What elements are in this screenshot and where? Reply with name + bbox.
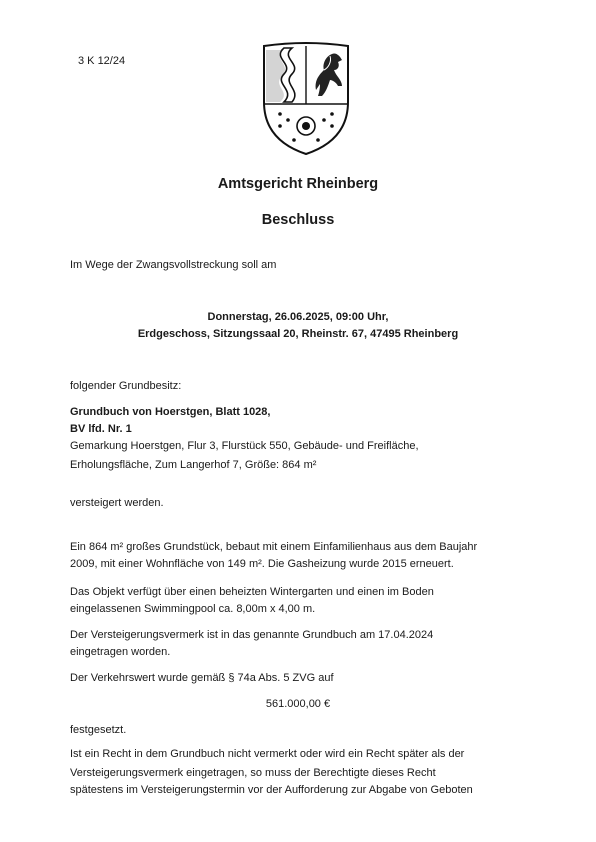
detail-paragraph-line: festgesetzt.	[70, 724, 127, 736]
case-number: 3 K 12/24	[78, 55, 126, 67]
detail-paragraph-line: eingelassenen Swimmingpool ca. 8,00m x 4,00 m.	[70, 603, 316, 615]
detail-paragraph-line: Ist ein Recht in dem Grundbuch nicht vermerkt oder wird ein Recht später als der	[70, 748, 465, 760]
document-type: Beschluss	[261, 212, 335, 228]
auction-note: versteigert werden.	[70, 497, 164, 509]
detail-paragraph-line: Der Versteigerungsvermerk ist in das genannte Grundbuch am 17.04.2024	[70, 629, 434, 641]
nrw-coat-of-arms-icon	[258, 40, 354, 158]
detail-paragraph-line: spätestens im Versteigerungstermin vor der Aufforderung zur Abgabe von Geboten	[70, 784, 473, 796]
court-name: Amtsgericht Rheinberg	[217, 176, 379, 192]
property-item: BV lfd. Nr. 1	[70, 423, 132, 435]
detail-paragraph-line: Versteigerungsvermerk eingetragen, so muss der Berechtigte dieses Recht	[70, 767, 436, 779]
property-description-line: Gemarkung Hoerstgen, Flur 3, Flurstück 550, Gebäude- und Freifläche,	[70, 440, 419, 452]
market-value-text: Der Verkehrswert wurde gemäß § 74a Abs. 5 ZVG auf	[70, 672, 334, 684]
detail-paragraph-line: Das Objekt verfügt über einen beheizten Wintergarten und einen im Boden	[70, 586, 434, 598]
appointment-location: Erdgeschoss, Sitzungssaal 20, Rheinstr. 67, 47495 Rheinberg	[137, 328, 459, 340]
detail-paragraph-line: eingetragen worden.	[70, 646, 171, 658]
property-intro: folgender Grundbesitz:	[70, 380, 182, 392]
property-description-line: Erholungsfläche, Zum Langerhof 7, Größe: 864 m²	[70, 459, 317, 471]
appointment-datetime: Donnerstag, 26.06.2025, 09:00 Uhr,	[207, 311, 389, 323]
intro-text: Im Wege der Zwangsvollstreckung soll am	[70, 259, 277, 271]
market-value-amount: 561.000,00 €	[265, 698, 331, 710]
detail-paragraph-line: 2009, mit einer Wohnfläche von 149 m². Die Gasheizung wurde 2015 erneuert.	[70, 558, 454, 570]
detail-paragraph-line: Ein 864 m² großes Grundstück, bebaut mit einem Einfamilienhaus aus dem Baujahr	[70, 541, 478, 553]
property-register: Grundbuch von Hoerstgen, Blatt 1028,	[70, 406, 271, 418]
